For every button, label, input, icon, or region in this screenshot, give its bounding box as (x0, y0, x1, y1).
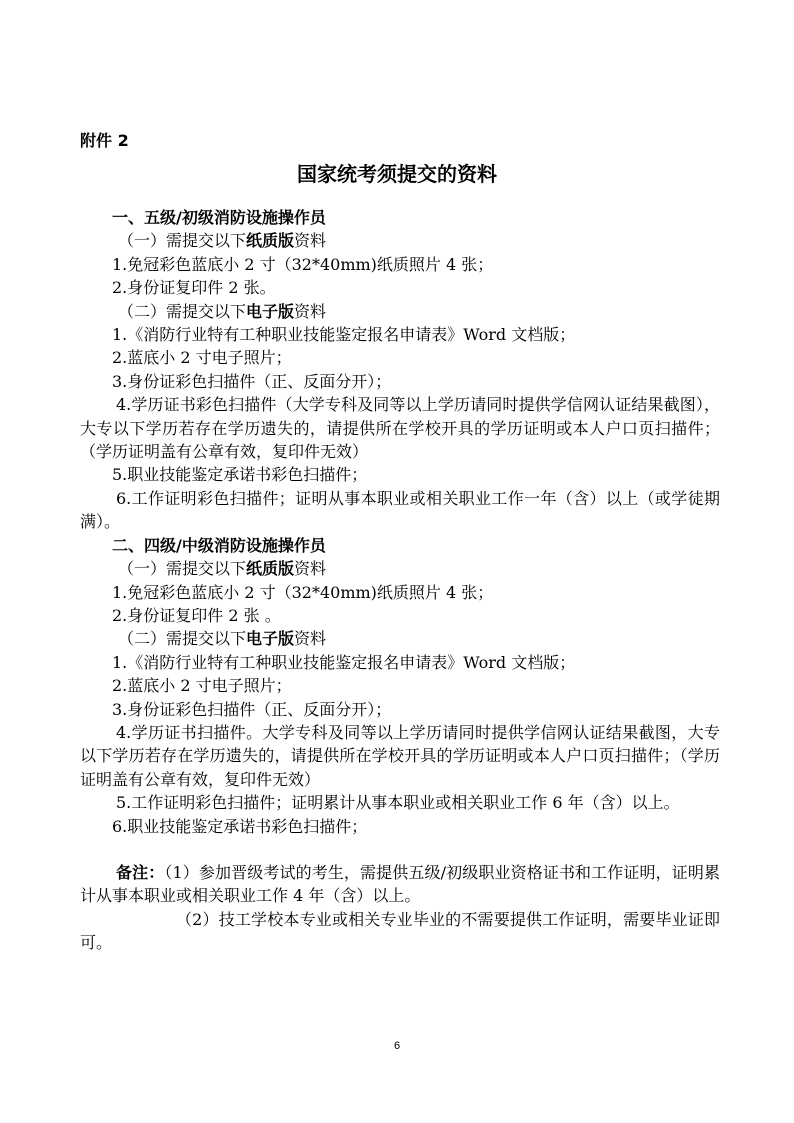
list-item: 2.蓝底小 2 寸电子照片； (112, 348, 292, 368)
document-title: 国家统考须提交的资料 (297, 162, 497, 186)
section1-paper-subheading: （一）需提交以下纸质版资料 (118, 231, 327, 251)
section2-heading: 二、四级/中级消防设施操作员 (112, 535, 326, 555)
list-item: 6.工作证明彩色扫描件；证明从事本职业或相关职业工作一年（含）以上（或学徒期满）。 (80, 488, 720, 532)
list-item: 1.免冠彩色蓝底小 2 寸（32*40mm)纸质照片 4 张； (112, 582, 494, 602)
note-2: （2）技工学校本专业或相关专业毕业的不需要提供工作证明，需要毕业证即可。 (80, 909, 720, 953)
section1-electronic-subheading: （二）需提交以下电子版资料 (118, 301, 327, 321)
attachment-label: 附件 2 (80, 131, 129, 150)
list-item: 3.身份证彩色扫描件（正、反面分开）； (112, 699, 392, 719)
section2-paper-subheading: （一）需提交以下纸质版资料 (118, 559, 327, 579)
list-item: 3.身份证彩色扫描件（正、反面分开）； (112, 371, 392, 391)
list-item: 5.工作证明彩色扫描件；证明累计从事本职业或相关职业工作 6 年（含）以上。 (116, 793, 680, 813)
note-1: 备注：（1）参加晋级考试的考生，需提供五级/初级职业资格证书和工作证明，证明累计从事本职业或相关职业工作 4 年（含）以上。 (80, 862, 720, 906)
list-item: 4.学历证书彩色扫描件（大学专科及同等以上学历请同时提供学信网认证结果截图），大专以下学历若存在学历遗失的，请提供所在学校开具的学历证明或本人户口页扫描件；（学历证明盖有公章有效，复印件无效） (80, 395, 720, 462)
list-item: 1.《消防行业特有工种职业技能鉴定报名申请表》Word 文档版； (112, 652, 576, 672)
list-item: 1.《消防行业特有工种职业技能鉴定报名申请表》Word 文档版； (112, 325, 576, 345)
list-item: 4.学历证书扫描件。大学专科及同等以上学历请同时提供学信网认证结果截图，大专以下学历若存在学历遗失的，请提供所在学校开具的学历证明或本人户口页扫描件；（学历证明盖有公章有效，复印件无效） (80, 722, 720, 789)
document-body (80, 206, 720, 955)
list-item: 1.免冠彩色蓝底小 2 寸（32*40mm)纸质照片 4 张； (112, 254, 494, 274)
spacer (80, 838, 720, 861)
list-item: 5.职业技能鉴定承诺书彩色扫描件； (112, 465, 368, 485)
list-item: 2.身份证复印件 2 张。 (112, 278, 276, 298)
list-item: 6.职业技能鉴定承诺书彩色扫描件； (112, 816, 368, 836)
section2-electronic-subheading: （二）需提交以下电子版资料 (118, 629, 327, 649)
notes-label: 备注： (116, 862, 165, 882)
list-item: 2.蓝底小 2 寸电子照片； (112, 676, 292, 696)
page-number: 6 (393, 1040, 401, 1052)
section1-heading: 一、五级/初级消防设施操作员 (112, 208, 326, 227)
list-item: 2.身份证复印件 2 张 。 (112, 605, 281, 625)
